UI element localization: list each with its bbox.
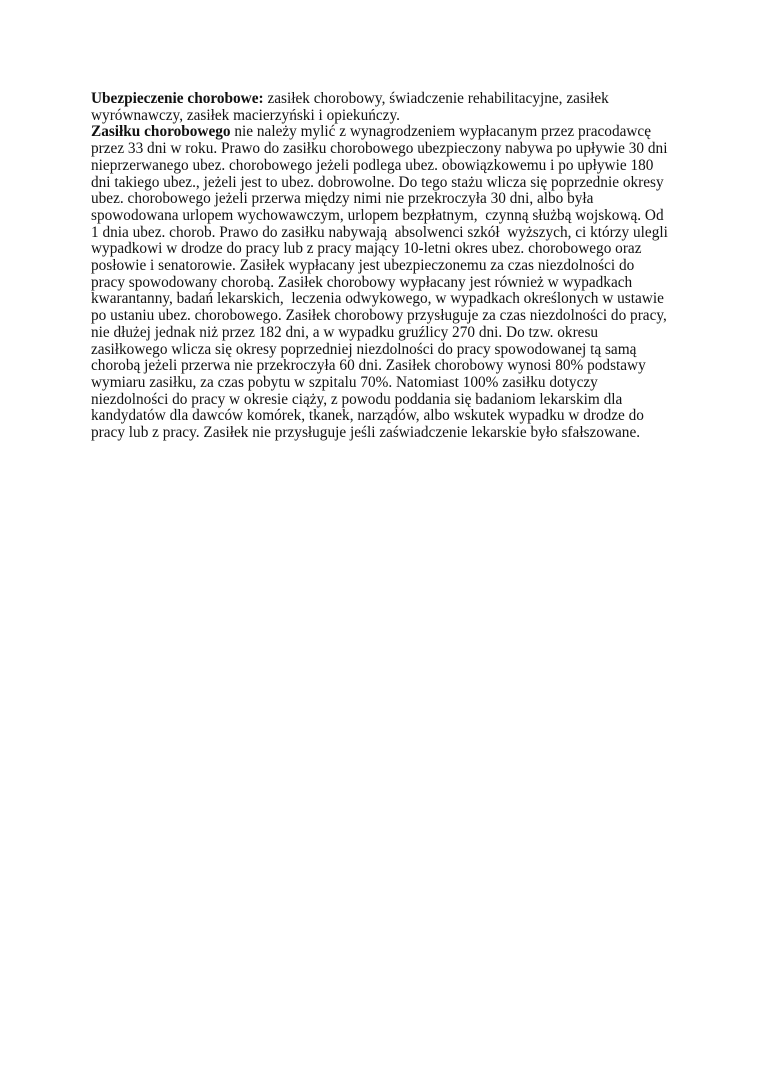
text-line <box>91 358 668 375</box>
line-text: dni takiego ubez., jeżeli jest to ubez. dobrowolne. Do tego stażu wlicza się poprzednie okresy <box>91 173 664 191</box>
line-text: pracy spowodowany chorobą. Zasiłek chorobowy wypłacany jest również w wypadkach <box>91 273 633 291</box>
line-text: nieprzerwanego ubez. chorobowego jeżeli podlega ubez. obowiązkowemu i po upływie 180 <box>91 156 654 174</box>
line-text: ubez. chorobowego jeżeli przerwa między nimi nie przekroczyła 30 dni, albo była <box>91 190 594 208</box>
text-line <box>91 158 668 175</box>
line-text: kwarantanny, badań lekarskich, leczenia odwykowego, w wypadkach określonych w ustawie <box>91 290 664 308</box>
text-line <box>91 392 668 409</box>
line-text: wyrównawczy, zasiłek macierzyński i opiekuńczy. <box>91 106 400 124</box>
line-text: kandydatów dla dawców komórek, tkanek, narządów, albo wskutek wypadku w drodze do <box>91 407 644 425</box>
text-line <box>91 308 668 325</box>
text-line <box>91 291 668 308</box>
line-text: przez 33 dni w roku. Prawo do zasiłku chorobowego ubezpieczony nabywa po upływie 30 dni <box>91 140 668 158</box>
text-line <box>91 175 668 192</box>
text-line <box>91 91 668 108</box>
line-text: niezdolności do pracy w okresie ciąży, z powodu poddania się badaniom lekarskim dla <box>91 390 623 408</box>
text-line <box>91 241 668 258</box>
text-line <box>91 191 668 208</box>
line-text: pracy lub z pracy. Zasiłek nie przysługuje jeśli zaświadczenie lekarskie było sfałszowane. <box>91 424 641 442</box>
line-text: wymiaru zasiłku, za czas pobytu w szpitalu 70%. Natomiast 100% zasiłku dotyczy <box>91 373 598 391</box>
text-line <box>91 375 668 392</box>
document-body <box>91 91 668 442</box>
text-line <box>91 108 668 125</box>
text-line <box>91 342 668 359</box>
line-text: po ustaniu ubez. chorobowego. Zasiłek chorobowy przysługuje za czas niezdolności do pracy, <box>91 307 667 325</box>
text-line <box>91 141 668 158</box>
text-line <box>91 325 668 342</box>
text-line <box>91 408 668 425</box>
line-text: zasiłkowego wlicza się okresy poprzedniej niezdolności do pracy spowodowanej tą samą <box>91 340 637 358</box>
text-line <box>91 275 668 292</box>
line-text: wypadkowi w drodze do pracy lub z pracy mający 10-letni okres ubez. chorobowego oraz <box>91 240 642 258</box>
line-text: 1 dnia ubez. chorob. Prawo do zasiłku nabywają absolwenci szkół wyższych, ci którzy ulegli <box>91 223 668 241</box>
line-text: zasiłek chorobowy, świadczenie rehabilitacyjne, zasiłek <box>263 90 609 107</box>
bold-heading: Zasiłku chorobowego <box>91 123 231 141</box>
text-line <box>91 258 668 275</box>
text-line <box>91 208 668 225</box>
line-text: chorobą jeżeli przerwa nie przekroczyła 60 dni. Zasiłek chorobowy wynosi 80% podstawy <box>91 357 646 375</box>
line-text: nie dłużej jednak niż przez 182 dni, a w wypadku gruźlicy 270 dni. Do tzw. okresu <box>91 323 599 341</box>
bold-heading: Ubezpieczenie chorobowe: <box>91 90 264 107</box>
line-text: posłowie i senatorowie. Zasiłek wypłacany jest ubezpieczonemu za czas niezdolności do <box>91 257 635 275</box>
text-line <box>91 124 668 141</box>
text-line <box>91 425 668 442</box>
line-text: nie należy mylić z wynagrodzeniem wypłacanym przez pracodawcę <box>230 123 652 141</box>
line-text: spowodowana urlopem wychowawczym, urlopem bezpłatnym, czynną służbą wojskową. Od <box>91 206 664 224</box>
text-line <box>91 225 668 242</box>
